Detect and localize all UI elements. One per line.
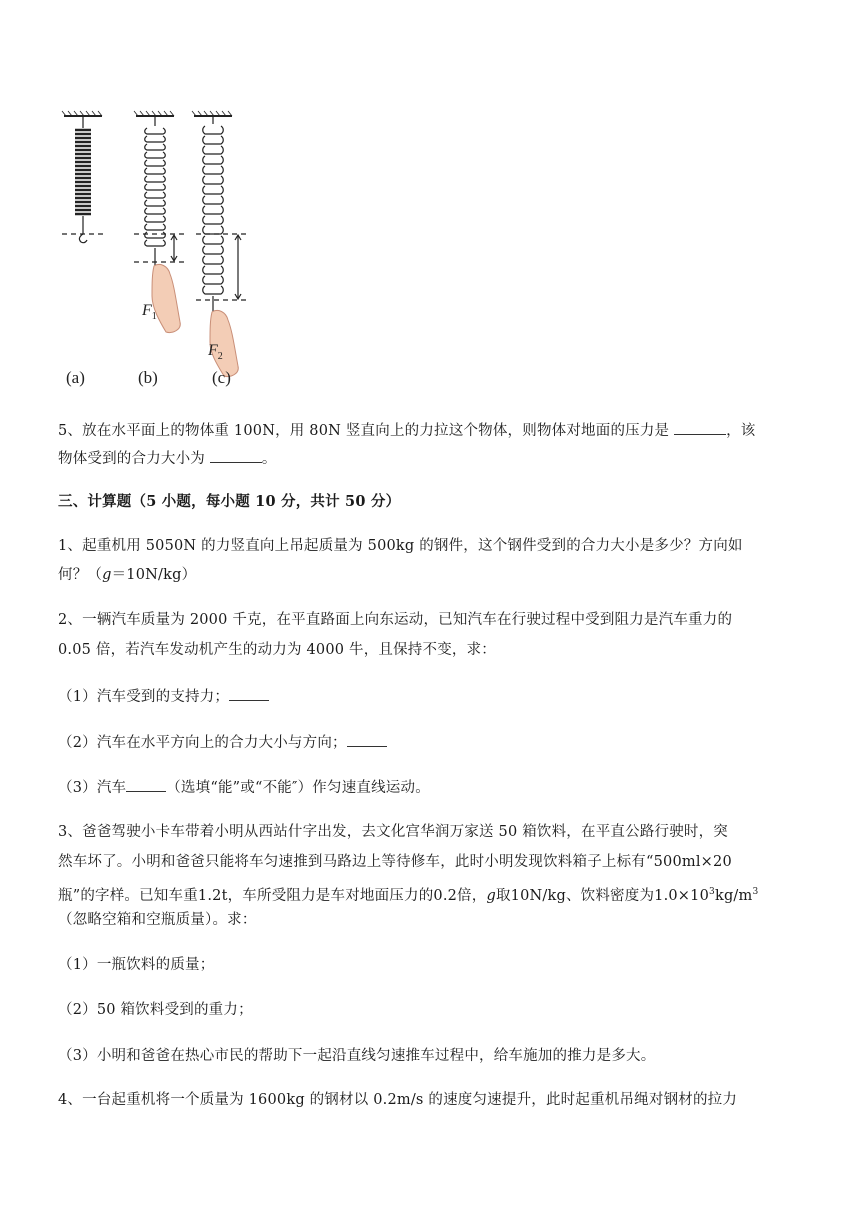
- q5-text-a: 5、放在水平面上的物体重 100N，用 80N 竖直向上的力拉这个物体，则物体对地面的压力是: [58, 423, 670, 439]
- c3-line3: [58, 882, 758, 906]
- section-heading: 三、计算题（5 小题，每小题 10 分，共计 50 分）: [58, 493, 401, 510]
- c3-line1: 3、爸爸驾驶小卡车带着小明从西站什字出发，去文化宫华润万家送 50 箱饮料，在平直公路行驶时，突: [58, 824, 728, 840]
- spring-diagram: [58, 106, 258, 396]
- c3-g-symbol: g: [486, 887, 496, 904]
- c3-text-c: kg/m: [714, 887, 753, 904]
- c2-sub3-text-b: （选填“能”或“不能″）作匀速直线运动。: [166, 780, 430, 796]
- q5-blank-1[interactable]: [674, 420, 726, 435]
- c4-line1: 4、一台起重机将一个质量为 1600kg 的钢材以 0.2m/s 的速度匀速提升，此时起重机吊绳对钢材的拉力: [58, 1092, 738, 1108]
- c2-sub1-text: （1）汽车受到的支持力；: [58, 689, 230, 705]
- c1-line2: [58, 565, 196, 585]
- force-f2-label: $F_2$: [208, 342, 223, 363]
- figure-label-c: (c): [212, 368, 231, 387]
- c1-line1: 1、起重机用 5050N 的力竖直向上吊起质量为 500kg 的钢件，这个钢件受到的合力大小是多少？方向如: [58, 538, 743, 554]
- c3-text-b: 取10N/kg、饮料密度为1.0×10: [495, 887, 710, 904]
- c1-text-b: ＝10N/kg）: [111, 567, 197, 583]
- c3-line2: 然车坏了。小明和爸爸只能将车匀速推到马路边上等待修车，此时小明发现饮料箱子上标有“500ml×20: [58, 854, 732, 870]
- c3-text-a: 瓶”的字样。已知车重1.2t，车所受阻力是车对地面压力的0.2倍，: [58, 887, 487, 904]
- c3-exp2: 3: [752, 887, 759, 897]
- figure-label-b: (b): [138, 368, 158, 387]
- c2-sub3-text-a: （3）汽车: [58, 780, 127, 796]
- c3-line4: （忽略空箱和空瓶质量）。求：: [58, 912, 257, 928]
- c1-g-symbol: g: [102, 567, 112, 583]
- c2-line1: 2、一辆汽车质量为 2000 千克，在平直路面上向东运动，已知汽车在行驶过程中受到阻力是汽车重力的: [58, 612, 733, 628]
- c2-sub3: [58, 777, 430, 798]
- c3-sub3: （3）小明和爸爸在热心市民的帮助下一起沿直线匀速推车过程中，给车施加的推力是多大。: [58, 1048, 656, 1064]
- figure-label-a: (a): [66, 368, 85, 387]
- c2-blank-3[interactable]: [126, 777, 166, 792]
- q5-line1: [58, 420, 755, 441]
- q5-text-c: 物体受到的合力大小为: [58, 451, 205, 467]
- c3-sub2: （2）50 箱饮料受到的重力；: [58, 1002, 253, 1018]
- q5-text-b: ，该: [726, 423, 756, 439]
- c2-sub2-text: （2）汽车在水平方向上的合力大小与方向；: [58, 735, 347, 751]
- q5-text-d: 。: [261, 451, 277, 467]
- c2-blank-1[interactable]: [229, 686, 269, 701]
- c3-exp1: 3: [709, 887, 715, 897]
- c3-sub1: （1）一瓶饮料的质量；: [58, 957, 215, 973]
- c2-line2: 0.05 倍，若汽车发动机产生的动力为 4000 牛，且保持不变，求：: [58, 642, 497, 658]
- spring-figure: [58, 106, 258, 396]
- q5-line2: [58, 448, 277, 469]
- c2-blank-2[interactable]: [347, 732, 387, 747]
- q5-blank-2[interactable]: [210, 448, 262, 463]
- c2-sub2: [58, 732, 387, 753]
- force-f1-label: $F_1$: [142, 302, 157, 323]
- c2-sub1: [58, 686, 269, 707]
- c1-text-a: 何？（: [58, 567, 103, 583]
